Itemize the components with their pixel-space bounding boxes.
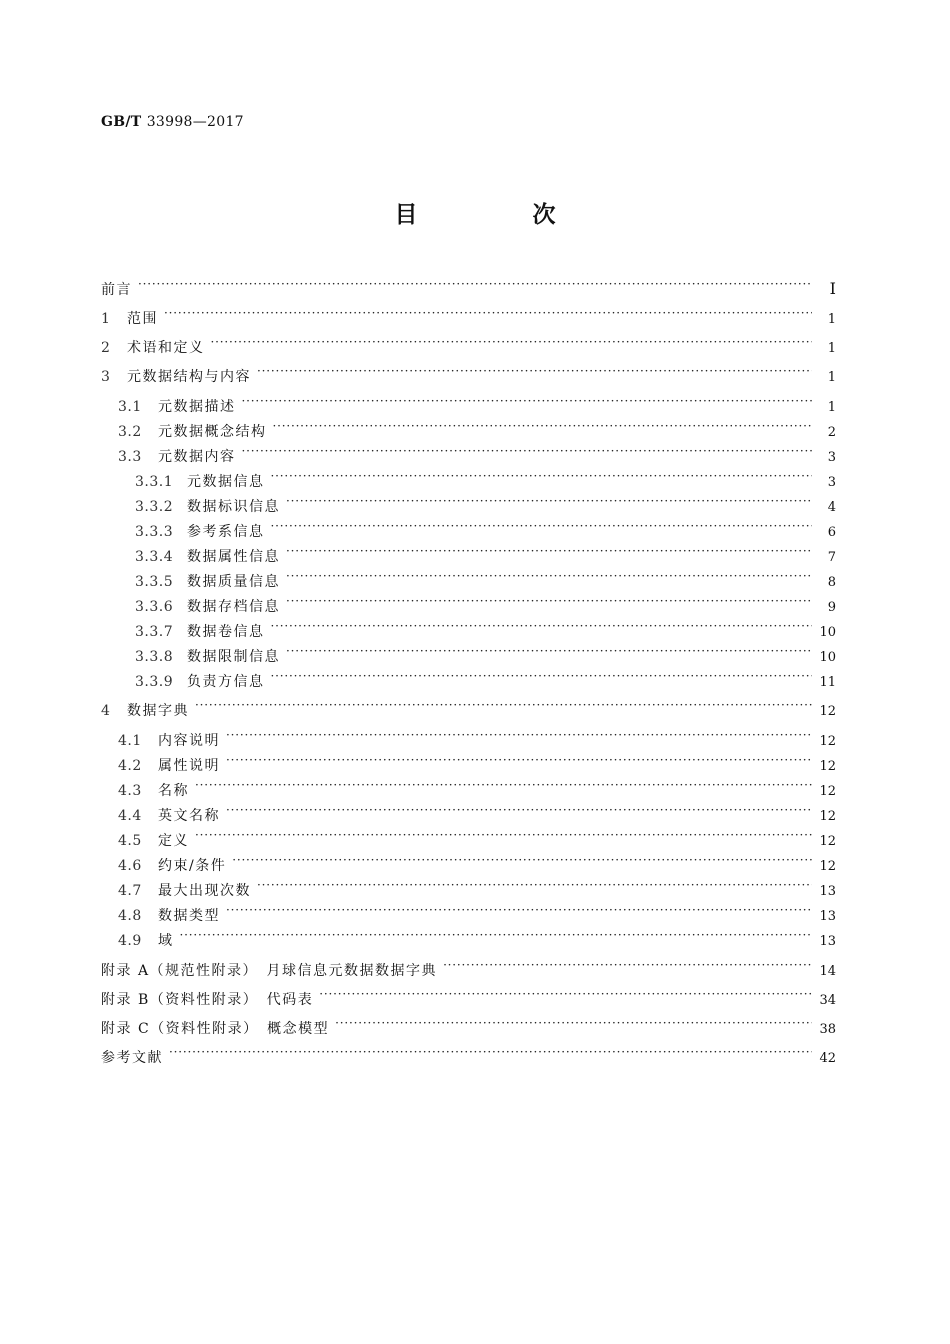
section-title: 约束/条件 — [158, 858, 227, 874]
toc-entry-annex-a[interactable] — [101, 955, 836, 979]
page-number: 10 — [819, 625, 836, 640]
section-number: 2 — [101, 340, 111, 356]
section-title: 元数据结构与内容 — [127, 369, 251, 385]
toc-entry-label — [101, 1048, 163, 1068]
section-number: 4.4 — [118, 808, 142, 824]
section-number: 3.1 — [118, 399, 142, 415]
section-title: 元数据内容 — [158, 449, 236, 465]
toc-entry[interactable] — [101, 666, 836, 690]
toc-entry[interactable] — [101, 800, 836, 824]
toc-entry-label — [101, 831, 189, 851]
page-number: 38 — [819, 1022, 836, 1037]
toc-entry[interactable] — [101, 541, 836, 565]
toc-entry-preface[interactable] — [101, 274, 836, 298]
page-number: 42 — [819, 1051, 836, 1066]
page-number: 10 — [819, 650, 836, 665]
section-title: 附录 B（资料性附录） 代码表 — [101, 992, 314, 1008]
toc-entry[interactable] — [101, 303, 836, 327]
dot-leader — [286, 641, 812, 661]
page-number: 12 — [819, 859, 836, 874]
section-title: 域 — [158, 933, 174, 949]
dot-leader — [242, 391, 813, 411]
section-title: 元数据信息 — [187, 474, 265, 490]
toc-entry-bibliography[interactable] — [101, 1042, 836, 1066]
toc-entry-label — [101, 647, 280, 667]
toc-entry-label — [101, 701, 189, 721]
toc-entry[interactable] — [101, 361, 836, 385]
section-number: 3.3.9 — [135, 674, 174, 690]
section-title: 元数据描述 — [158, 399, 236, 415]
page-number: 12 — [819, 834, 836, 849]
page-number: 11 — [819, 675, 836, 690]
toc-entry-label — [101, 447, 236, 467]
section-number: 3.3.5 — [135, 574, 174, 590]
toc-entry[interactable] — [101, 825, 836, 849]
dot-leader — [226, 750, 812, 770]
page-number: 3 — [827, 450, 836, 465]
dot-leader — [286, 591, 812, 611]
section-number: 3.2 — [118, 424, 142, 440]
toc-entry-label — [101, 806, 220, 826]
toc-entry-label — [101, 367, 251, 387]
toc-entry[interactable] — [101, 416, 836, 440]
page-number: 1 — [827, 312, 836, 327]
dot-leader — [286, 541, 812, 561]
page-number: 12 — [819, 809, 836, 824]
section-title: 数据限制信息 — [187, 649, 280, 665]
toc-entry[interactable] — [101, 925, 836, 949]
section-number: 4.6 — [118, 858, 142, 874]
section-title: 元数据概念结构 — [158, 424, 267, 440]
toc-entry-label — [101, 756, 220, 776]
section-number: 3.3.1 — [135, 474, 174, 490]
page-number: 2 — [827, 425, 836, 440]
dot-leader — [286, 566, 812, 586]
toc-entry-label — [101, 497, 280, 517]
toc-entry[interactable] — [101, 566, 836, 590]
section-title: 数据类型 — [158, 908, 220, 924]
section-title: 术语和定义 — [127, 340, 205, 356]
toc-entry-label — [101, 856, 226, 876]
section-title: 数据属性信息 — [187, 549, 280, 565]
section-number: 4.3 — [118, 783, 142, 799]
toc-entry-label — [101, 422, 267, 442]
page-number: 4 — [827, 500, 836, 515]
page-number: 6 — [827, 525, 836, 540]
dot-leader — [226, 725, 812, 745]
toc-entry-label — [101, 547, 280, 567]
section-title: 属性说明 — [158, 758, 220, 774]
toc-entry[interactable] — [101, 441, 836, 465]
section-number: 4 — [101, 703, 111, 719]
dot-leader — [195, 695, 812, 715]
section-title: 前言 — [101, 282, 132, 298]
page-number: 1 — [827, 400, 836, 415]
toc-entry[interactable] — [101, 875, 836, 899]
standard-prefix: GB/T — [101, 114, 142, 130]
toc-entry[interactable] — [101, 466, 836, 490]
dot-leader — [242, 441, 813, 461]
toc-entry[interactable] — [101, 332, 836, 356]
dot-leader — [273, 416, 813, 436]
page-number: 3 — [827, 475, 836, 490]
toc-entry[interactable] — [101, 850, 836, 874]
page-number: 1 — [827, 341, 836, 356]
toc-entry-label — [101, 906, 220, 926]
dot-leader — [335, 1013, 812, 1033]
toc-entry[interactable] — [101, 641, 836, 665]
page-number: 1 — [827, 370, 836, 385]
section-title: 定义 — [158, 833, 189, 849]
dot-leader — [226, 900, 812, 920]
dot-leader — [169, 1042, 812, 1062]
standard-number: 33998—2017 — [146, 114, 244, 130]
toc-entry-label — [101, 731, 220, 751]
dot-leader — [195, 775, 812, 795]
dot-leader — [319, 984, 812, 1004]
dot-leader — [211, 332, 813, 352]
toc-entry-label — [101, 881, 251, 901]
toc-entry-label — [101, 622, 265, 642]
dot-leader — [257, 875, 812, 895]
toc-entry[interactable] — [101, 591, 836, 615]
dot-leader — [232, 850, 812, 870]
section-title: 附录 C（资料性附录） 概念模型 — [101, 1021, 330, 1037]
section-title: 内容说明 — [158, 733, 220, 749]
section-title: 名称 — [158, 783, 189, 799]
section-title: 数据标识信息 — [187, 499, 280, 515]
page-number: 13 — [819, 934, 836, 949]
dot-leader — [138, 274, 812, 294]
page-number: 8 — [827, 575, 836, 590]
dot-leader — [271, 616, 813, 636]
toc-entry[interactable] — [101, 695, 836, 719]
dot-leader — [164, 303, 812, 323]
page-number: 12 — [819, 734, 836, 749]
section-title: 英文名称 — [158, 808, 220, 824]
section-title: 数据卷信息 — [187, 624, 265, 640]
section-number: 3.3.2 — [135, 499, 174, 515]
section-title: 参考文献 — [101, 1050, 163, 1066]
section-title: 数据存档信息 — [187, 599, 280, 615]
section-number: 4.7 — [118, 883, 142, 899]
dot-leader — [271, 666, 813, 686]
page-number: 12 — [819, 784, 836, 799]
section-number: 3.3.7 — [135, 624, 174, 640]
section-title: 参考系信息 — [187, 524, 265, 540]
toc-entry-annex-b[interactable] — [101, 984, 836, 1008]
section-title: 附录 A（规范性附录） 月球信息元数据数据字典 — [101, 963, 438, 979]
page-number: 12 — [819, 704, 836, 719]
section-title: 数据质量信息 — [187, 574, 280, 590]
toc-entry-label — [101, 522, 265, 542]
toc-entry[interactable] — [101, 900, 836, 924]
toc-entry-label — [101, 338, 205, 358]
toc-entry-label — [101, 597, 280, 617]
dot-leader — [257, 361, 812, 381]
toc-entry[interactable] — [101, 391, 836, 415]
page-title: 目 次 — [394, 201, 602, 228]
page-number: 13 — [819, 909, 836, 924]
section-number: 3.3.6 — [135, 599, 174, 615]
section-number: 3.3.4 — [135, 549, 174, 565]
page-number: 7 — [827, 550, 836, 565]
section-title: 数据字典 — [127, 703, 189, 719]
toc-entry-label — [101, 990, 313, 1010]
page-number: Ⅰ — [829, 279, 836, 298]
standard-code — [101, 114, 244, 130]
page-number: 9 — [827, 600, 836, 615]
dot-leader — [180, 925, 813, 945]
toc-entry-label — [101, 472, 265, 492]
dot-leader — [195, 825, 812, 845]
toc-entry[interactable] — [101, 516, 836, 540]
section-number: 3.3.3 — [135, 524, 174, 540]
toc-entry-label — [101, 397, 236, 417]
toc-entry-label — [101, 309, 158, 329]
toc-entry-label — [101, 931, 174, 951]
section-number: 4.5 — [118, 833, 142, 849]
section-title: 范围 — [127, 311, 158, 327]
toc-entry-label — [101, 672, 265, 692]
toc-entry-label — [101, 781, 189, 801]
section-number: 4.8 — [118, 908, 142, 924]
toc-entry[interactable] — [101, 775, 836, 799]
page-number: 14 — [819, 964, 836, 979]
toc-entry-label — [101, 1019, 329, 1039]
toc-entry[interactable] — [101, 750, 836, 774]
dot-leader — [286, 491, 812, 511]
section-number: 3.3 — [118, 449, 142, 465]
toc-entry[interactable] — [101, 491, 836, 515]
section-number: 4.2 — [118, 758, 142, 774]
page-number: 13 — [819, 884, 836, 899]
toc-entry-label — [101, 961, 437, 981]
toc-entry-label — [101, 572, 280, 592]
toc-entry[interactable] — [101, 616, 836, 640]
dot-leader — [271, 516, 813, 536]
dot-leader — [443, 955, 812, 975]
section-title: 最大出现次数 — [158, 883, 251, 899]
dot-leader — [271, 466, 813, 486]
section-number: 3.3.8 — [135, 649, 174, 665]
section-number: 3 — [101, 369, 111, 385]
page-number: 34 — [819, 993, 836, 1008]
section-number: 4.1 — [118, 733, 142, 749]
page-number: 12 — [819, 759, 836, 774]
toc-entry-label — [101, 280, 132, 300]
section-title: 负责方信息 — [187, 674, 265, 690]
section-number: 1 — [101, 311, 111, 327]
toc-entry[interactable] — [101, 725, 836, 749]
dot-leader — [226, 800, 812, 820]
section-number: 4.9 — [118, 933, 142, 949]
toc-entry-annex-c[interactable] — [101, 1013, 836, 1037]
